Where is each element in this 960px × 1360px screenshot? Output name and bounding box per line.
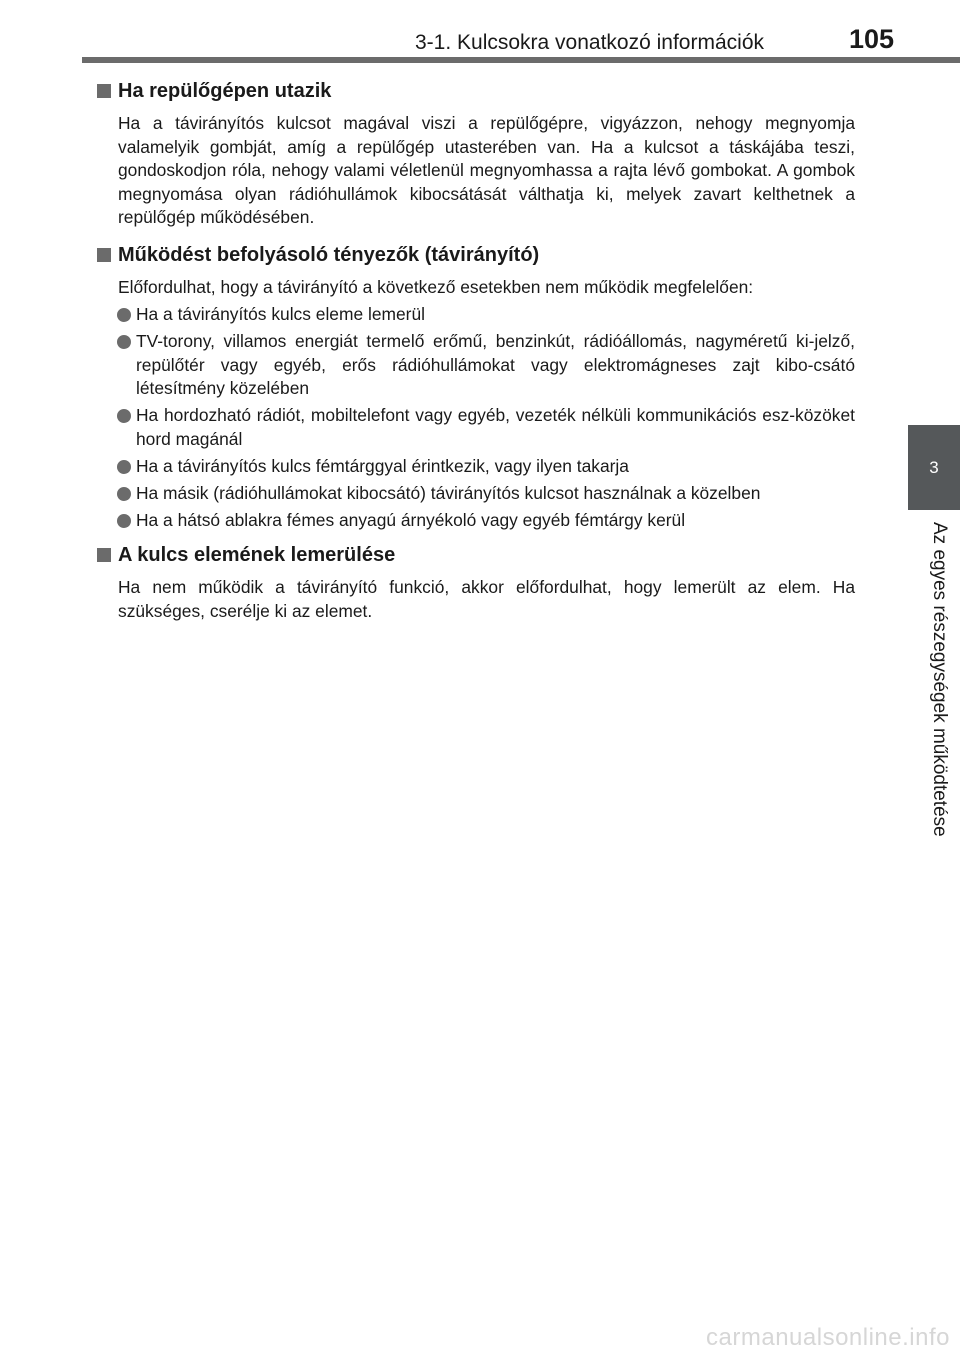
square-bullet-icon [97, 84, 111, 98]
section-heading-factors [97, 242, 855, 268]
chapter-tab[interactable]: 3 [908, 425, 960, 510]
list-item: Ha a távirányítós kulcs eleme lemerül [97, 303, 855, 327]
watermark: carmanualsonline.info [706, 1324, 950, 1351]
header-rule [82, 57, 960, 63]
circle-bullet-icon [117, 514, 131, 528]
heading-text: Ha repülőgépen utazik [118, 80, 332, 102]
factors-list [97, 303, 855, 532]
airplane-paragraph: Ha a távirányítós kulcsot magával viszi a repülőgépre, vigyázzon, nehogy megnyomja valamelyik gombját, amíg a repülőgép utasterében van. Ha a kulcsot a táskájába teszi, gondoskodjon róla, nehogy valami véletlenül megnyomhassa a rajta lévő gombokat. A gombok megnyomása olyan rádióhullámok kibocsátását válthatja ki, melyek zavart kelthetnek a repülőgép működésében. [118, 113, 855, 227]
circle-bullet-icon [117, 409, 131, 423]
page-number: 105 [848, 24, 894, 54]
page-header [0, 0, 960, 64]
factors-intro: Előfordulhat, hogy a távirányító a következő esetekben nem működik megfelelően: [118, 276, 754, 297]
section-heading-battery [97, 542, 855, 568]
circle-bullet-icon [117, 460, 131, 474]
circle-bullet-icon [117, 335, 131, 349]
list-item: Ha a távirányítós kulcs fémtárggyal érintkezik, vagy ilyen takarja [97, 455, 855, 479]
circle-bullet-icon [117, 487, 131, 501]
list-item: Ha másik (rádióhullámokat kibocsátó) távirányítós kulcsot használnak a közelben [97, 482, 855, 506]
chapter-label: Az egyes részegységek működtetése [929, 522, 950, 837]
section-title: 3-1. Kulcsokra vonatkozó információk [415, 31, 764, 54]
circle-bullet-icon [117, 308, 131, 322]
heading-text: Működést befolyásoló tényezők (távirányító) [118, 243, 540, 266]
square-bullet-icon [97, 548, 111, 562]
square-bullet-icon [97, 248, 111, 262]
battery-paragraph: Ha nem működik a távirányító funkció, akkor előfordulhat, hogy lemerült az elem. Ha szükséges, cserélje ki az elemet. [118, 577, 855, 621]
main-content [97, 78, 855, 635]
section-heading-airplane [97, 78, 855, 104]
list-item: TV-torony, villamos energiát termelő erőmű, benzinkút, rádióállomás, nagyméretű ki-jelző, repülőtér vagy egyéb, erős rádióhullámokat vagy elektromágneses zajt kibo-csátó létesítmény közelében [97, 330, 855, 401]
heading-text: A kulcs elemének lemerülése [118, 544, 396, 566]
list-item: Ha a hátsó ablakra fémes anyagú árnyékoló vagy egyéb fémtárgy kerül [97, 509, 855, 533]
list-item: Ha hordozható rádiót, mobiltelefont vagy egyéb, vezeték nélküli kommunikációs esz-közöket hord magánál [97, 404, 855, 451]
